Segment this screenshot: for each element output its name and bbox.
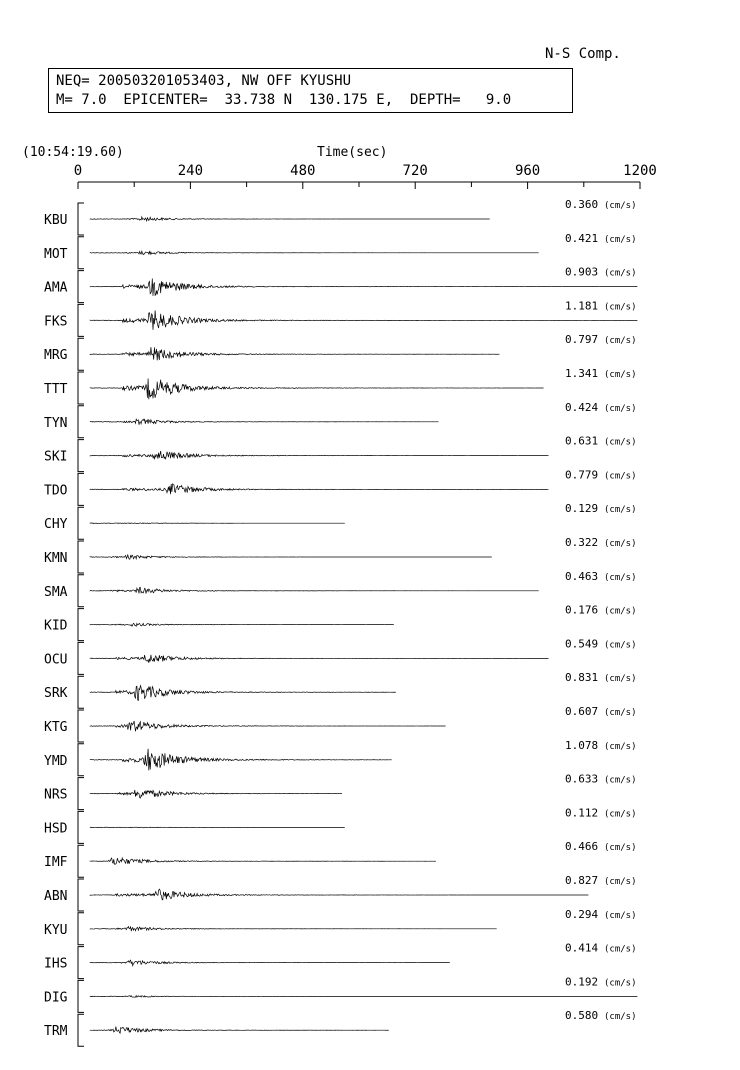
trace-bracket xyxy=(78,710,84,742)
station-label: HSD xyxy=(44,821,68,837)
station-trace xyxy=(90,827,345,828)
amplitude-value: 0.414 xyxy=(565,941,599,955)
amplitude-unit: (cm/s) xyxy=(604,505,637,516)
station-label: KYU xyxy=(44,922,68,938)
station-label: YMD xyxy=(44,753,68,769)
station-label: MOT xyxy=(44,246,68,262)
station-trace xyxy=(90,278,637,295)
trace-bracket xyxy=(78,642,84,674)
station-label: FKS xyxy=(44,314,68,330)
amplitude-unit: (cm/s) xyxy=(604,708,637,718)
amplitude-value: 0.360 xyxy=(565,198,599,211)
trace-bracket xyxy=(78,676,84,708)
amplitude-value: 0.607 xyxy=(565,705,599,718)
station-label: KID xyxy=(44,618,68,634)
amplitude-value: 1.181 xyxy=(565,299,599,313)
amplitude-unit: (cm/s) xyxy=(604,944,637,955)
station-label: TRM xyxy=(44,1024,68,1040)
trace-bracket xyxy=(78,845,84,877)
station-trace xyxy=(90,858,436,864)
amplitude-value: 0.466 xyxy=(565,840,599,854)
station-trace xyxy=(90,587,539,593)
station-label: SRK xyxy=(44,686,68,702)
station-trace xyxy=(90,523,345,524)
amplitude-unit: (cm/s) xyxy=(604,978,637,989)
amplitude-value: 1.078 xyxy=(565,738,599,752)
station-label: IMF xyxy=(44,855,68,871)
trace-bracket xyxy=(78,609,84,641)
trace-bracket xyxy=(78,778,84,810)
amplitude-value: 0.831 xyxy=(565,671,599,685)
station-trace xyxy=(90,419,439,425)
station-trace xyxy=(90,555,492,559)
x-tick-label: 720 xyxy=(402,163,428,179)
trace-bracket xyxy=(78,338,84,370)
amplitude-unit: (cm/s) xyxy=(604,910,637,921)
station-trace xyxy=(90,655,549,663)
amplitude-unit: (cm/s) xyxy=(604,437,637,448)
amplitude-unit: (cm/s) xyxy=(604,606,637,617)
station-label: OCU xyxy=(44,652,68,668)
amplitude-unit: (cm/s) xyxy=(604,843,637,854)
trace-bracket xyxy=(78,811,84,843)
trace-bracket xyxy=(78,947,84,979)
station-label: IHS xyxy=(44,956,68,972)
trace-bracket xyxy=(78,879,84,911)
amplitude-value: 0.580 xyxy=(565,1009,599,1023)
station-trace xyxy=(90,960,450,966)
station-trace xyxy=(90,347,500,360)
amplitude-unit: (cm/s) xyxy=(604,1012,637,1023)
x-tick-label: 480 xyxy=(290,163,316,179)
trace-bracket xyxy=(78,575,84,607)
trace-bracket xyxy=(78,541,84,573)
station-trace xyxy=(90,251,539,254)
x-axis-title: Time(sec) xyxy=(317,145,388,160)
amplitude-value: 0.129 xyxy=(565,502,599,516)
x-tick-label: 1200 xyxy=(623,163,657,179)
station-label: KBU xyxy=(44,213,68,228)
station-label: ABN xyxy=(44,889,68,904)
station-label: DIG xyxy=(44,990,68,1006)
trace-bracket xyxy=(78,1014,84,1046)
station-label: SKI xyxy=(44,449,68,465)
amplitude-unit: (cm/s) xyxy=(604,471,637,482)
x-tick-label: 960 xyxy=(514,163,541,179)
station-trace xyxy=(90,1027,389,1034)
station-label: MRG xyxy=(44,348,68,364)
amplitude-unit: (cm/s) xyxy=(604,403,637,414)
amplitude-value: 0.112 xyxy=(565,806,599,820)
station-trace xyxy=(90,927,497,931)
trace-bracket xyxy=(78,913,84,945)
x-tick-label: 0 xyxy=(73,163,83,179)
trace-bracket xyxy=(78,406,84,438)
amplitude-value: 0.424 xyxy=(565,400,599,414)
amplitude-unit: (cm/s) xyxy=(604,640,637,651)
station-label: AMA xyxy=(44,280,68,296)
trace-bracket xyxy=(78,203,84,235)
amplitude-unit: (cm/s) xyxy=(604,201,637,211)
trace-bracket xyxy=(78,980,84,1012)
amplitude-value: 0.549 xyxy=(565,637,599,651)
trace-bracket xyxy=(78,237,84,269)
x-tick-label: 240 xyxy=(177,163,204,179)
amplitude-value: 1.341 xyxy=(565,367,599,380)
amplitude-unit: (cm/s) xyxy=(604,877,637,887)
amplitude-value: 0.797 xyxy=(565,333,599,347)
station-trace xyxy=(90,889,588,900)
amplitude-unit: (cm/s) xyxy=(604,234,637,245)
station-trace xyxy=(90,310,637,329)
amplitude-value: 0.176 xyxy=(565,603,599,617)
station-trace xyxy=(90,996,637,998)
amplitude-value: 0.903 xyxy=(565,265,599,279)
event-line-2: M= 7.0 EPICENTER= 33.738 N 130.175 E, DEPTH= 9.0 xyxy=(56,92,512,108)
amplitude-unit: (cm/s) xyxy=(604,741,637,752)
station-trace xyxy=(90,451,549,459)
trace-bracket xyxy=(78,271,84,303)
amplitude-unit: (cm/s) xyxy=(604,809,637,820)
start-time-label: (10:54:19.60) xyxy=(22,145,124,160)
amplitude-value: 0.827 xyxy=(565,874,599,887)
station-trace xyxy=(90,749,392,771)
station-trace xyxy=(90,379,544,400)
amplitude-unit: (cm/s) xyxy=(604,539,637,549)
amplitude-value: 0.294 xyxy=(565,907,599,921)
station-trace xyxy=(90,484,549,494)
station-trace xyxy=(90,790,342,798)
amplitude-value: 0.463 xyxy=(565,569,599,583)
amplitude-unit: (cm/s) xyxy=(604,775,637,786)
component-label: N-S Comp. xyxy=(545,46,621,62)
station-label: CHY xyxy=(44,517,68,533)
amplitude-value: 0.631 xyxy=(565,434,599,448)
station-label: TYN xyxy=(44,415,68,431)
amplitude-unit: (cm/s) xyxy=(604,302,637,313)
trace-bracket xyxy=(78,372,84,404)
trace-bracket xyxy=(78,473,84,505)
amplitude-unit: (cm/s) xyxy=(604,674,637,685)
amplitude-value: 0.421 xyxy=(565,231,599,245)
trace-bracket xyxy=(78,744,84,776)
trace-bracket xyxy=(78,440,84,472)
amplitude-value: 0.779 xyxy=(565,468,599,482)
event-line-1: NEQ= 200503201053403, NW OFF KYUSHU xyxy=(56,73,352,89)
station-label: TTT xyxy=(44,382,68,397)
amplitude-unit: (cm/s) xyxy=(604,268,637,279)
trace-bracket xyxy=(78,304,84,336)
station-trace xyxy=(90,721,446,731)
station-label: KMN xyxy=(44,551,68,566)
amplitude-unit: (cm/s) xyxy=(604,336,637,347)
amplitude-value: 0.192 xyxy=(565,975,599,989)
amplitude-unit: (cm/s) xyxy=(604,572,637,583)
station-label: SMA xyxy=(44,584,68,600)
station-label: NRS xyxy=(44,787,68,803)
amplitude-value: 0.322 xyxy=(565,536,599,549)
station-trace xyxy=(90,623,394,626)
station-label: KTG xyxy=(44,720,68,735)
station-trace xyxy=(90,686,396,701)
station-label: TDO xyxy=(44,483,68,499)
amplitude-unit: (cm/s) xyxy=(604,370,637,380)
trace-bracket xyxy=(78,507,84,539)
amplitude-value: 0.633 xyxy=(565,772,599,786)
station-trace xyxy=(90,217,490,221)
